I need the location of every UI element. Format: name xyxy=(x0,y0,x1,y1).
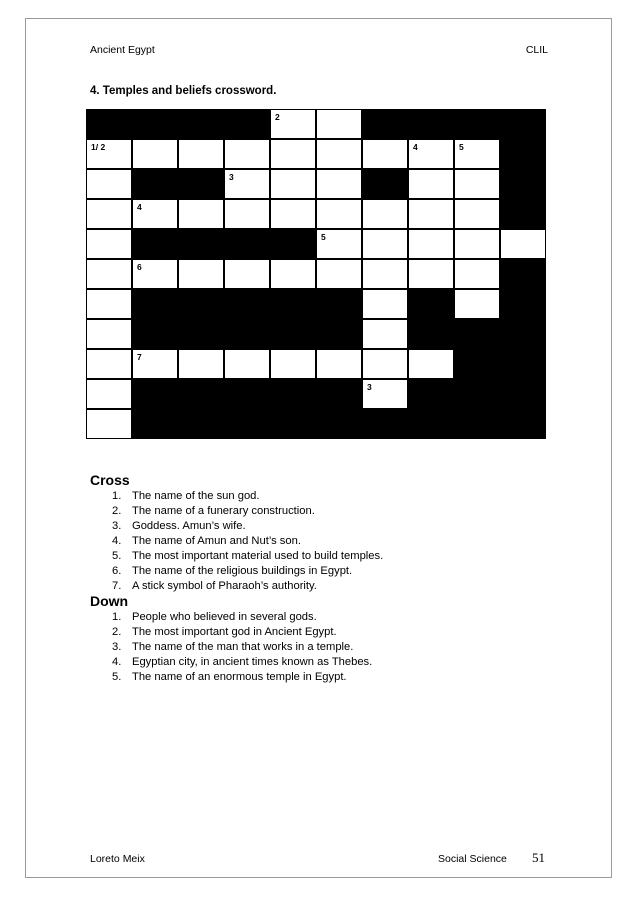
clue-text: People who believed in several gods. xyxy=(132,611,317,623)
crossword-block xyxy=(178,319,224,349)
crossword-cell[interactable] xyxy=(362,229,408,259)
crossword-cell[interactable] xyxy=(270,259,316,289)
clue-number: 1 xyxy=(228,111,233,121)
crossword-cell[interactable] xyxy=(178,139,224,169)
cross-clue xyxy=(112,519,383,534)
crossword-cell[interactable] xyxy=(224,349,270,379)
down-clue xyxy=(112,610,372,625)
crossword-cell[interactable] xyxy=(224,169,270,199)
crossword-block xyxy=(500,169,546,199)
down-clue xyxy=(112,640,372,655)
clue-number: 2 xyxy=(275,112,280,122)
clue-number: 7 xyxy=(137,352,142,362)
crossword-block xyxy=(408,109,454,139)
cross-clue xyxy=(112,534,383,549)
crossword-cell[interactable] xyxy=(132,259,178,289)
header-title: Ancient Egypt xyxy=(90,44,155,56)
crossword-block xyxy=(316,319,362,349)
crossword-cell[interactable] xyxy=(178,199,224,229)
crossword-cell[interactable] xyxy=(454,289,500,319)
cross-clue xyxy=(112,549,383,564)
down-heading: Down xyxy=(90,593,129,609)
clue-text: A stick symbol of Pharaoh’s authority. xyxy=(132,580,317,592)
crossword-cell[interactable] xyxy=(362,289,408,319)
crossword-block xyxy=(224,289,270,319)
crossword-cell[interactable] xyxy=(86,259,132,289)
crossword-cell[interactable] xyxy=(454,169,500,199)
clue-text: The name of an enormous temple in Egypt. xyxy=(132,671,347,683)
crossword-block xyxy=(224,109,270,139)
crossword-block xyxy=(178,409,224,439)
crossword-block xyxy=(224,379,270,409)
crossword-cell[interactable] xyxy=(132,199,178,229)
crossword-block xyxy=(454,409,500,439)
clue-number: 3 xyxy=(229,172,234,182)
clue-number: 3 xyxy=(367,382,372,392)
clue-number: 4 xyxy=(137,202,142,212)
crossword-cell[interactable] xyxy=(270,109,316,139)
footer-author: Loreto Meix xyxy=(90,853,145,865)
crossword-cell[interactable] xyxy=(408,259,454,289)
crossword-block xyxy=(500,109,546,139)
crossword-block xyxy=(178,229,224,259)
crossword-block xyxy=(316,379,362,409)
crossword-block xyxy=(500,379,546,409)
crossword-cell[interactable] xyxy=(316,139,362,169)
crossword-cell[interactable] xyxy=(362,199,408,229)
clue-index: 2. xyxy=(112,505,122,517)
crossword-cell[interactable] xyxy=(270,349,316,379)
cross-heading: Cross xyxy=(90,472,130,488)
crossword-cell[interactable] xyxy=(454,259,500,289)
crossword-block xyxy=(454,379,500,409)
clue-index: 3. xyxy=(112,520,122,532)
crossword-block xyxy=(500,139,546,169)
crossword-cell[interactable] xyxy=(86,319,132,349)
crossword-cell[interactable] xyxy=(224,259,270,289)
crossword-block xyxy=(316,289,362,319)
crossword-cell[interactable] xyxy=(86,379,132,409)
clue-index: 1. xyxy=(112,611,122,623)
crossword-cell[interactable] xyxy=(408,169,454,199)
crossword-cell[interactable] xyxy=(316,199,362,229)
crossword-cell[interactable] xyxy=(86,409,132,439)
crossword-cell[interactable] xyxy=(362,349,408,379)
crossword-block xyxy=(500,259,546,289)
crossword-block xyxy=(178,109,224,139)
crossword-cell[interactable] xyxy=(178,259,224,289)
cross-clue xyxy=(112,579,383,594)
crossword-block xyxy=(316,409,362,439)
crossword-cell[interactable] xyxy=(454,199,500,229)
crossword-block xyxy=(454,349,500,379)
crossword-cell[interactable] xyxy=(316,349,362,379)
crossword-cell[interactable] xyxy=(86,199,132,229)
crossword-block xyxy=(132,289,178,319)
crossword-block xyxy=(270,289,316,319)
crossword-cell[interactable] xyxy=(178,349,224,379)
crossword-cell[interactable] xyxy=(224,199,270,229)
crossword-cell[interactable] xyxy=(362,139,408,169)
clue-text: The name of the sun god. xyxy=(132,490,260,502)
clue-number: 6 xyxy=(137,262,142,272)
clue-number: 4 xyxy=(413,142,418,152)
cross-clue-list xyxy=(112,489,383,594)
crossword-cell[interactable] xyxy=(408,199,454,229)
crossword-cell[interactable] xyxy=(86,229,132,259)
clue-text: The name of the man that works in a temple. xyxy=(132,641,354,653)
crossword-block xyxy=(132,109,178,139)
crossword-block xyxy=(362,109,408,139)
header-label: CLIL xyxy=(525,44,548,56)
crossword-cell[interactable] xyxy=(86,139,132,169)
crossword-block xyxy=(362,409,408,439)
crossword-block xyxy=(270,229,316,259)
clue-number: 1/ 2 xyxy=(91,142,106,152)
crossword-block xyxy=(500,319,546,349)
crossword-cell[interactable] xyxy=(316,259,362,289)
crossword-block xyxy=(500,349,546,379)
crossword-block xyxy=(408,319,454,349)
crossword-cell[interactable] xyxy=(454,139,500,169)
crossword-block xyxy=(408,409,454,439)
crossword-grid xyxy=(86,109,552,439)
crossword-block xyxy=(270,409,316,439)
crossword-cell[interactable] xyxy=(86,349,132,379)
crossword-block xyxy=(224,409,270,439)
clue-number: 5 xyxy=(321,232,326,242)
clue-text: The name of Amun and Nut’s son. xyxy=(132,535,301,547)
crossword-cell[interactable] xyxy=(362,379,408,409)
crossword-block xyxy=(132,409,178,439)
cross-clue xyxy=(112,489,383,504)
clue-index: 5. xyxy=(112,671,122,683)
crossword-cell[interactable] xyxy=(132,139,178,169)
crossword-block xyxy=(224,229,270,259)
cross-clue xyxy=(112,504,383,519)
crossword-cell[interactable] xyxy=(408,349,454,379)
crossword-cell[interactable] xyxy=(500,229,546,259)
clue-text: The most important material used to build temples. xyxy=(132,550,384,562)
crossword-block xyxy=(132,229,178,259)
crossword-cell[interactable] xyxy=(270,169,316,199)
crossword-block xyxy=(454,109,500,139)
crossword-block xyxy=(224,319,270,349)
crossword-block xyxy=(178,379,224,409)
down-clue xyxy=(112,625,372,640)
crossword-block xyxy=(132,169,178,199)
down-clue-list xyxy=(112,610,372,685)
crossword-block xyxy=(500,409,546,439)
crossword-cell[interactable] xyxy=(224,139,270,169)
clue-index: 4. xyxy=(112,535,122,547)
clue-text: Goddess. Amun’s wife. xyxy=(132,520,246,532)
clue-index: 3. xyxy=(112,641,122,653)
page-number: 51 xyxy=(532,850,545,865)
crossword-block xyxy=(270,379,316,409)
clue-text: The name of a funerary construction. xyxy=(132,505,315,517)
crossword-block xyxy=(454,319,500,349)
cross-clue xyxy=(112,564,383,579)
crossword-cell[interactable] xyxy=(454,229,500,259)
crossword-cell[interactable] xyxy=(132,349,178,379)
crossword-cell[interactable] xyxy=(270,199,316,229)
crossword-cell[interactable] xyxy=(362,259,408,289)
clue-index: 5. xyxy=(112,550,122,562)
crossword-cell[interactable] xyxy=(316,229,362,259)
crossword-cell[interactable] xyxy=(270,139,316,169)
crossword-cell[interactable] xyxy=(408,229,454,259)
crossword-cell[interactable] xyxy=(408,139,454,169)
clue-index: 2. xyxy=(112,626,122,638)
crossword-cell[interactable] xyxy=(86,289,132,319)
clue-text: The name of the religious buildings in Egypt. xyxy=(132,565,353,577)
crossword-block xyxy=(500,289,546,319)
clue-index: 6. xyxy=(112,565,122,577)
clue-text: Egyptian city, in ancient times known as Thebes. xyxy=(132,656,373,668)
clue-number: 5 xyxy=(459,142,464,152)
down-clue xyxy=(112,670,372,685)
crossword-block xyxy=(178,289,224,319)
footer-subject: Social Science xyxy=(438,853,507,865)
crossword-block xyxy=(178,169,224,199)
crossword-block xyxy=(408,379,454,409)
crossword-block xyxy=(362,169,408,199)
crossword-block xyxy=(132,379,178,409)
crossword-cell[interactable] xyxy=(316,169,362,199)
crossword-block xyxy=(500,199,546,229)
crossword-cell[interactable] xyxy=(316,109,362,139)
crossword-block xyxy=(86,109,132,139)
crossword-cell[interactable] xyxy=(86,169,132,199)
crossword-block xyxy=(270,319,316,349)
clue-text: The most important god in Ancient Egypt. xyxy=(132,626,337,638)
clue-index: 4. xyxy=(112,656,122,668)
exercise-title: 4. Temples and beliefs crossword. xyxy=(90,85,277,97)
down-clue xyxy=(112,655,372,670)
crossword-cell[interactable] xyxy=(362,319,408,349)
clue-index: 1. xyxy=(112,490,122,502)
crossword-block xyxy=(132,319,178,349)
crossword-block xyxy=(408,289,454,319)
clue-index: 7. xyxy=(112,580,122,592)
